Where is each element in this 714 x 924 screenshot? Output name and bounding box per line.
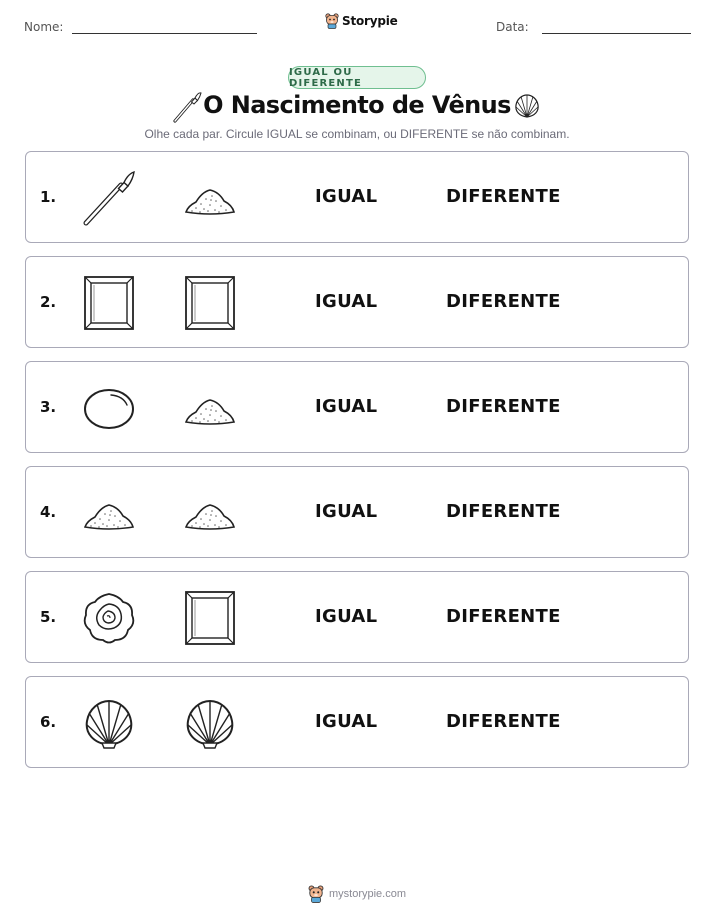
question-row-4 xyxy=(25,466,689,558)
question-row-6 xyxy=(25,676,689,768)
rose-icon xyxy=(81,590,137,646)
sand-pile-icon xyxy=(182,380,238,436)
different-option[interactable]: DIFERENTE xyxy=(446,711,561,732)
question-row-2 xyxy=(25,256,689,348)
seashell-icon xyxy=(511,92,543,125)
same-option[interactable]: IGUAL xyxy=(315,501,378,522)
seashell-icon xyxy=(182,695,238,751)
footer-url[interactable]: mystorypie.com xyxy=(328,888,407,900)
row-number: 4. xyxy=(40,503,57,521)
different-option[interactable]: DIFERENTE xyxy=(446,396,561,417)
question-row-3 xyxy=(25,361,689,453)
page-title: O Nascimento de Vênus xyxy=(203,91,511,119)
name-label: Nome: xyxy=(24,20,64,34)
different-option[interactable]: DIFERENTE xyxy=(446,501,561,522)
different-option[interactable]: DIFERENTE xyxy=(446,606,561,627)
row-number: 5. xyxy=(40,608,57,626)
row-number: 1. xyxy=(40,188,57,206)
picture-frame-icon xyxy=(182,590,238,646)
picture-frame-icon xyxy=(81,275,137,331)
sand-pile-icon xyxy=(182,170,238,226)
pearl-icon xyxy=(81,380,137,436)
picture-frame-icon xyxy=(182,275,238,331)
different-option[interactable]: DIFERENTE xyxy=(446,186,561,207)
same-option[interactable]: IGUAL xyxy=(315,396,378,417)
footer xyxy=(0,885,714,903)
storypie-logo xyxy=(325,13,398,29)
row-number: 2. xyxy=(40,293,57,311)
paintbrush-icon xyxy=(81,170,137,226)
question-row-5 xyxy=(25,571,689,663)
different-option[interactable]: DIFERENTE xyxy=(446,291,561,312)
same-option[interactable]: IGUAL xyxy=(315,606,378,627)
name-field[interactable] xyxy=(72,33,257,34)
date-field[interactable] xyxy=(542,33,691,34)
same-option[interactable]: IGUAL xyxy=(315,711,378,732)
worksheet-type-badge: IGUAL OU DIFERENTE xyxy=(288,66,426,89)
row-number: 3. xyxy=(40,398,57,416)
row-number: 6. xyxy=(40,713,57,731)
bear-mascot-icon xyxy=(325,13,339,29)
seashell-icon xyxy=(81,695,137,751)
sand-pile-icon xyxy=(81,485,137,541)
same-option[interactable]: IGUAL xyxy=(315,186,378,207)
sand-pile-icon xyxy=(182,485,238,541)
instructions: Olhe cada par. Circule IGUAL se combinam, ou DIFERENTE se não combinam. xyxy=(144,127,570,141)
logo-text: Storypie xyxy=(342,14,398,28)
question-row-1 xyxy=(25,151,689,243)
bear-mascot-icon xyxy=(308,885,324,903)
same-option[interactable]: IGUAL xyxy=(315,291,378,312)
date-label: Data: xyxy=(496,20,529,34)
